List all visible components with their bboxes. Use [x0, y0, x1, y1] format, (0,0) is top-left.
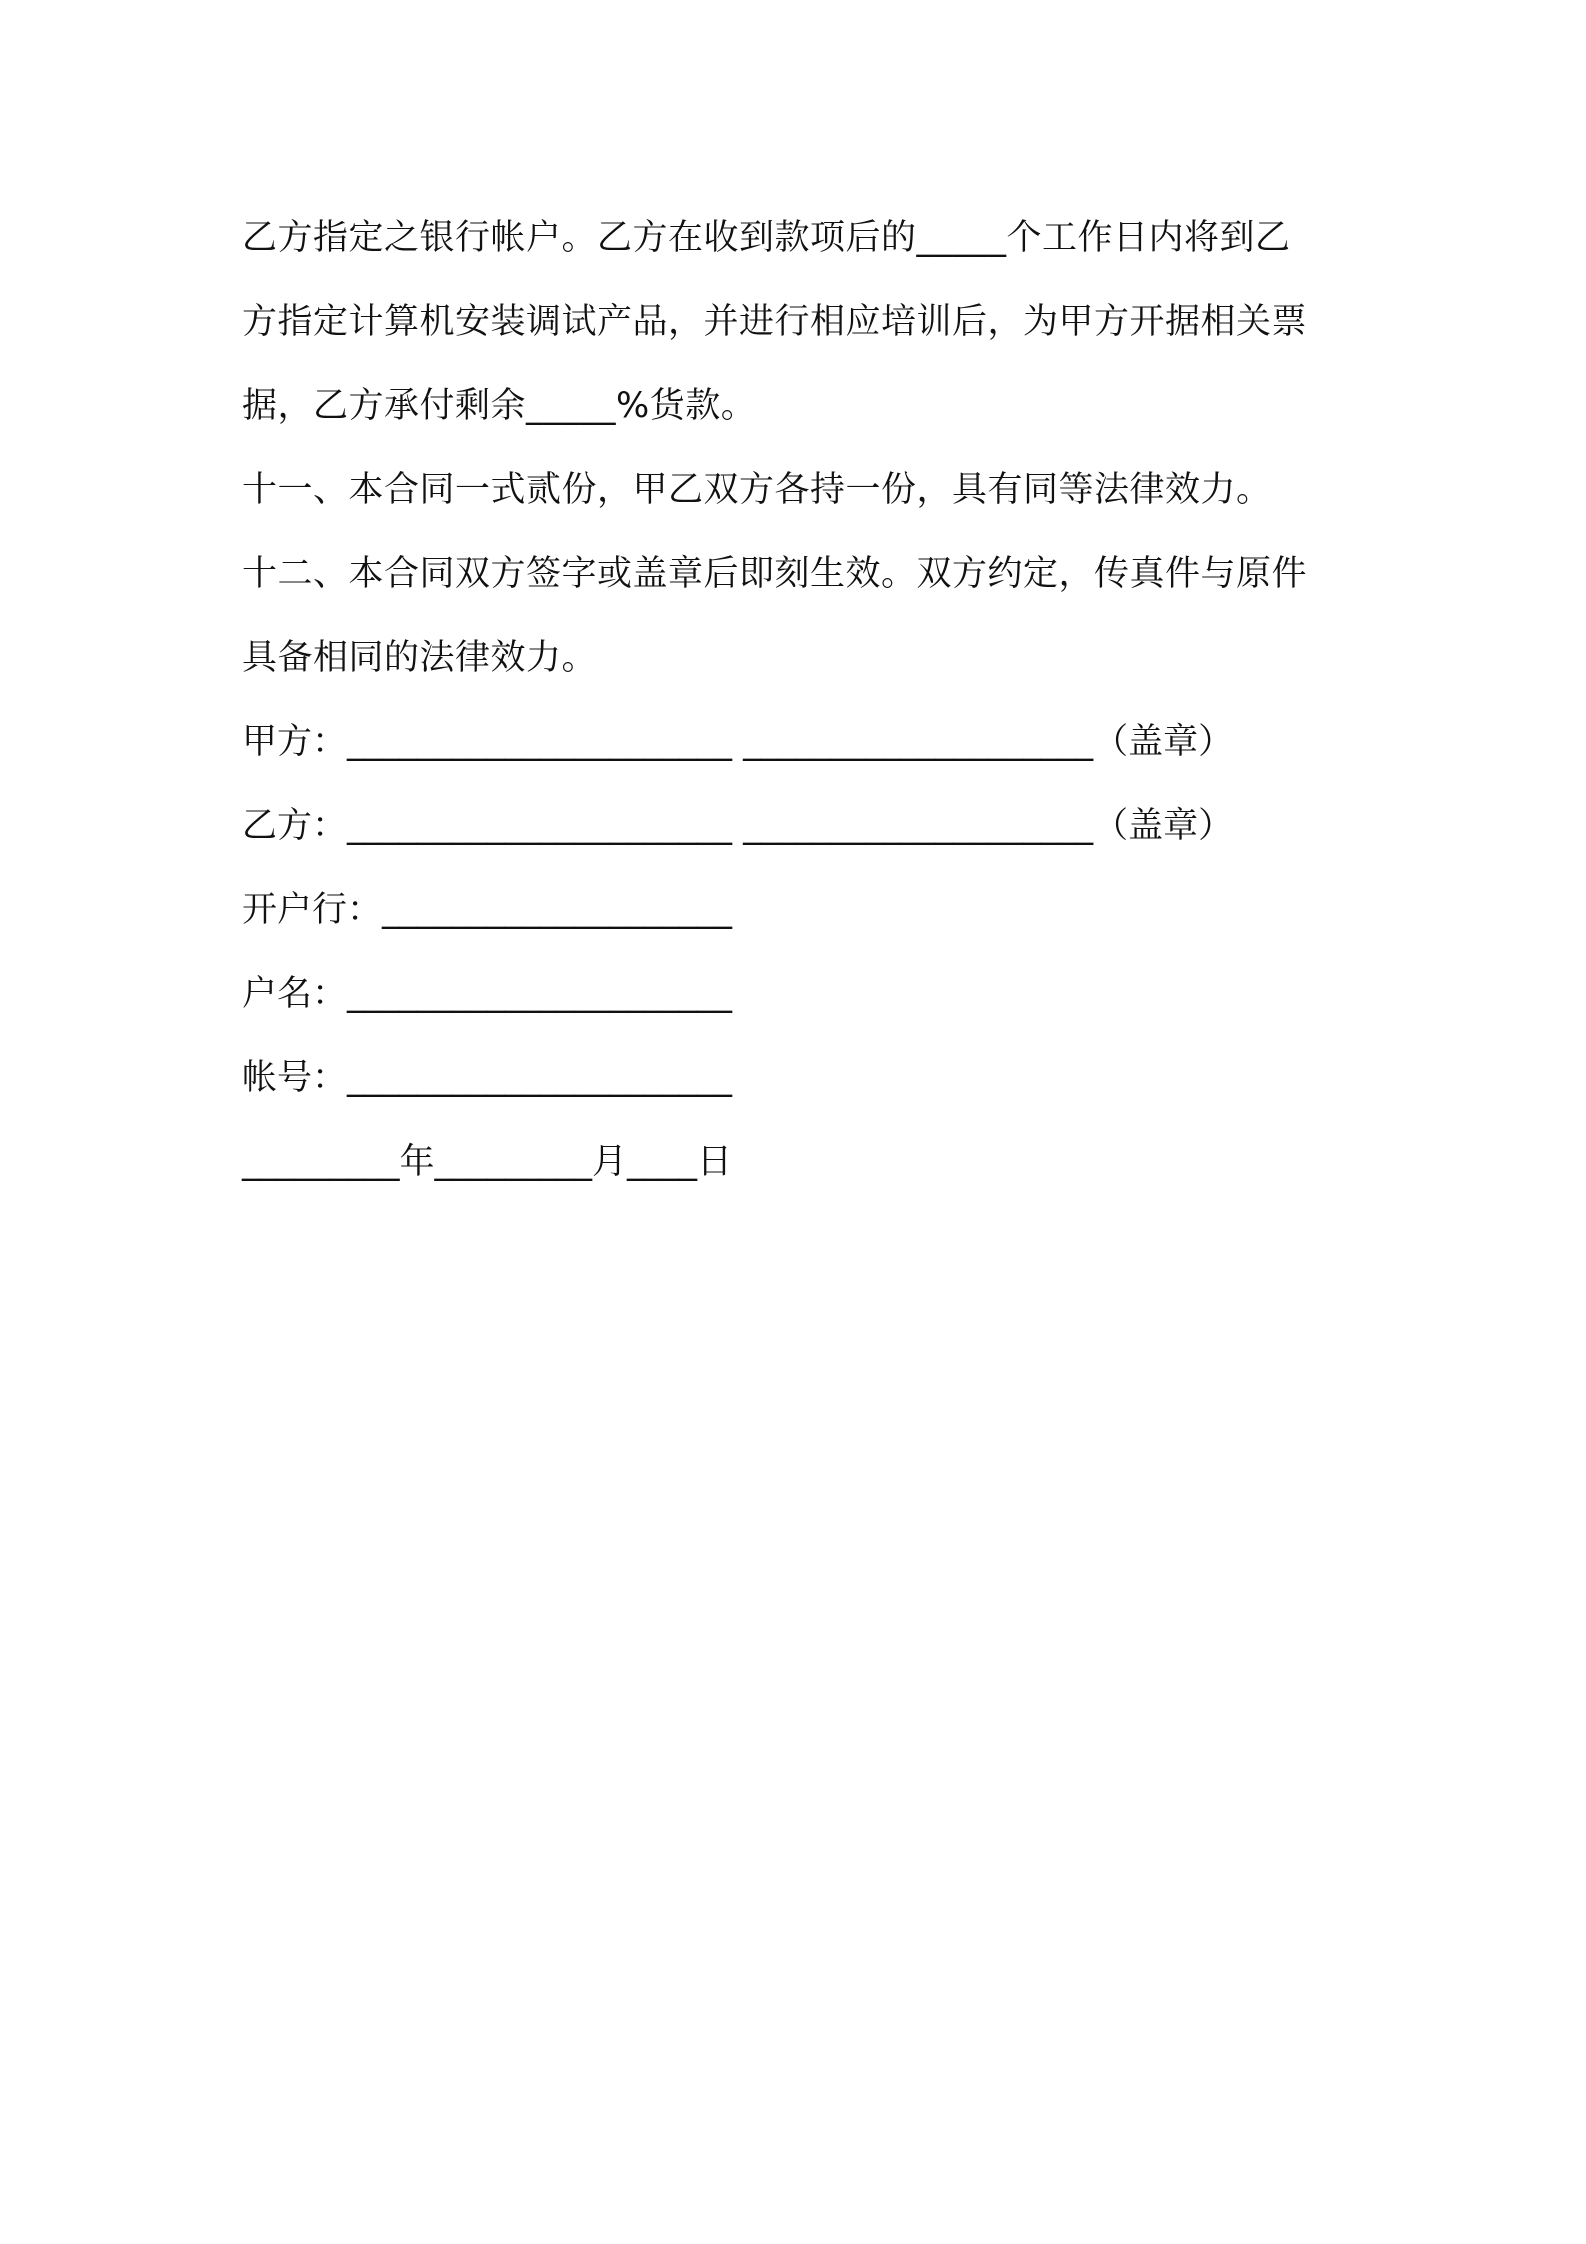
account-number-field: 帐号：______________________	[242, 1058, 733, 1098]
clause-12-line-2: 具备相同的法律效力。	[242, 638, 598, 678]
clause-10-line-1: 乙方指定之银行帐户。乙方在收到款项后的_____个工作日内将到乙	[242, 218, 1291, 258]
clause-10-line-2: 方指定计算机安装调试产品，并进行相应培训后，为甲方开据相关票	[242, 302, 1308, 342]
clause-11: 十一、本合同一式贰份，甲乙双方各持一份，具有同等法律效力。	[242, 470, 1272, 510]
clause-10-line-3: 据，乙方承付剩余_____%货款。	[242, 386, 757, 426]
date-field: _________年_________月____日	[242, 1142, 733, 1182]
account-name-field: 户名：______________________	[242, 974, 733, 1014]
party-a-signature-line: 甲方：______________________ ____________________（盖章）	[242, 722, 1234, 762]
bank-field: 开户行：____________________	[242, 890, 733, 930]
party-b-signature-line: 乙方：______________________ ____________________（盖章）	[242, 806, 1234, 846]
clause-12-line-1: 十二、本合同双方签字或盖章后即刻生效。双方约定，传真件与原件	[242, 554, 1308, 594]
contract-body	[242, 196, 1362, 1204]
